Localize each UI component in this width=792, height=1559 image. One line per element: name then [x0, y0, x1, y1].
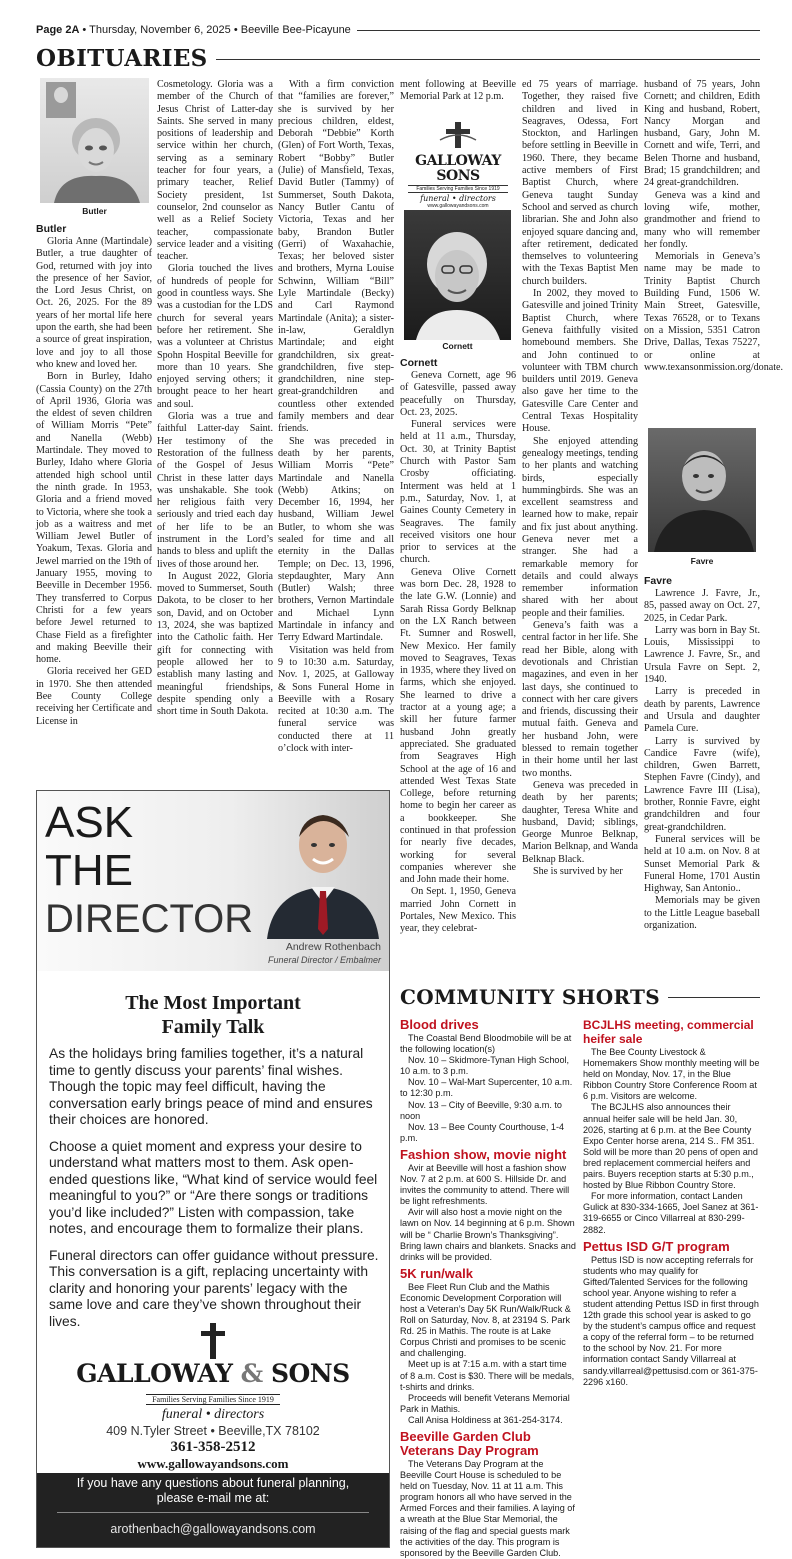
cornett-paragraph: ed 75 years of marriage. Together, they raised five children and lived in Seagraves, Odessa, Fort Stockton, and Harlingen before settling in Beeville in 1960. There, they became active members of First Baptist Church, where Geneva taught Sunday School and served as church librarian. She and John also enjoyed square dancing and, after retirement, dedicated themselves to volunteering with the Texas Baptist Men church builders. — [522, 79, 638, 287]
butler-name: Butler — [36, 223, 67, 235]
cornett-paragraph: In 2002, they moved to Gatesville and joined Trinity Baptist Church, where Geneva faithfully visited homebound members. She and John continued to volunteer with TBM church builders until 2019. Geneva also gave her time to the Gatesville Care Center and Central Texas Hospitality House. — [522, 288, 638, 435]
galloway-tagline: Families Serving Families Since 1919 — [146, 1394, 280, 1405]
community-heading — [400, 984, 760, 1010]
obit-column-6-top — [644, 79, 784, 424]
ad-director: DIRECTOR — [45, 897, 254, 941]
cornett-paragraph: She is survived by her — [533, 866, 623, 877]
ad-title-line-2: Family Talk — [161, 1016, 265, 1038]
favre-paragraph: Lawrence J. Favre, Jr., 85, passed away on Oct. 27, 2025, in Cedar Park. — [644, 588, 760, 624]
cornett-name: Cornett — [400, 357, 438, 369]
cornett-paragraph: husband of 75 years, John Cornett; and children, Edith King and husband, Robert, Nancy Morgan and husband, Gary, John M. Cornett and wife, Terri, and Belen Thorne and husband, Brad; 15 grandchildren; and 24 great-grandchildren. — [644, 79, 760, 189]
garden-club-heading: Beeville Garden Club Veterans Day Program — [400, 1429, 539, 1458]
director-portrait — [263, 799, 383, 939]
cornett-photo — [404, 210, 511, 340]
short-paragraph: Call Anisa Holdiness at 361-254-3174. — [408, 1414, 563, 1425]
ad-paragraph: As the holidays bring families together, it’s a natural time to gently discuss your parents’ final wishes. Though the topic may feel difficult, having the conversation early brings peace of mind and ensures their choices are honored. — [49, 1046, 373, 1127]
galloway-small-url: www.gallowayandsons.com — [427, 203, 489, 209]
galloway-website[interactable]: www.gallowayandsons.com — [137, 1456, 289, 1471]
galloway-small-tagline: Families Serving Families Since 1919 — [408, 185, 508, 193]
obit-column-6 — [644, 574, 760, 976]
favre-paragraph: Larry is survived by Candice Favre (wife), children, Gwen Barrett, Stephen Favre (Cindy), and Lawrence Favre III (Lisa), brother, Ronnie Favre, eight grandchildren and four great-grandchildren. — [644, 735, 760, 833]
ad-footer-text: If you have any questions about funeral planning, please e-mail me at: — [76, 1476, 350, 1505]
cornett-paragraph: On Sept. 1, 1950, Geneva married John Cornett in Portales, New Mexico. This year, they celebrat- — [400, 886, 516, 935]
heifer-heading: BCJLHS meeting, commercial heifer sale — [583, 1018, 754, 1046]
butler-paragraph: Gloria received her GED in 1970. She then attended Bee County College receiving her Certificate and License in — [36, 666, 152, 727]
cross-icon — [400, 120, 516, 150]
cornett-paragraph: Memorials in Geneva’s name may be made to Trinity Baptist Church Building Fund, 1506 W. Main Street, Gatesville, Texas 76528, or to Texans on a Mission, 5351 Catron Drive, Dallas, Texas 75227, or online at www.texansonmission.org/donate. — [644, 251, 784, 373]
favre-name: Favre — [644, 575, 673, 587]
short-paragraph: Avir at Beeville will host a fashion show Nov. 7 at 2 p.m. at 600 S. Hillside Dr. and invites the community to attend. There will be light refreshments. — [400, 1162, 570, 1207]
cornett-paragraph: Geneva Olive Cornett was born Dec. 28, 1928 to the late G.W. (Lonnie) and Sarah Rissa Gordy Belknap on the LX Ranch between Ft. Sumner and Roswell, New Mexico. Her family moved to Seagraves, Texas in 1935, where they lived on farms, which she enjoyed. She learned to drive a tractor at a young age; a skill her future farmer husband John greatly appreciated. She graduated from Seagraves High School at the age of 16 and attended West Texas State College, before returning home to begin her career as a bookkeeper. She continued in that profession for nearly five decades, working for several companies wherever she and John made their home. — [400, 566, 516, 886]
favre-photo — [648, 428, 756, 552]
page-dateline: • Thursday, November 6, 2025 • Beeville Bee-Picayune — [82, 24, 351, 36]
ask-the-director-ad — [36, 790, 390, 1548]
run-heading: 5K run/walk — [400, 1265, 473, 1281]
butler-photo — [40, 78, 149, 203]
favre-paragraph: Memorials may be given to the Little League baseball organization. — [644, 895, 760, 932]
galloway-brand-left: GALLOWAY — [76, 1359, 233, 1388]
fashion-heading: Fashion show, movie night — [400, 1146, 567, 1162]
favre-paragraph: Funeral services will be held at 10 a.m. on Nov. 8 at Sunset Memorial Park & Funeral Home, 1701 Austin Highway, San Antonio.. — [644, 833, 760, 895]
blood-drives-heading: Blood drives — [400, 1017, 479, 1032]
butler-paragraph: She was preceded in death by her parents, William Morris “Pete” Martindale and Nanella (Webb) Atkins; on December 16, 1994, her husband, William Jewel Butler, to whom she was sealed for time and all eternity in the Dallas Temple; on Dec. 13, 1996, stepdaughter, Mary Ann (Butler) Walsh; three brothers, Vernon Martindale and Michael Lynn Martindale in infancy and Terry Edward Martindale. — [278, 435, 394, 644]
cornett-paragraph: She enjoyed attending genealogy meetings, tending to her plants and watching birds, especially hummingbirds. She was an excellent seamstress and learned how to make, repair and fix just about anything. Geneva never met a stranger. She had a remarkable memory for details and could always remember information shared with her about people and their families. — [522, 435, 638, 619]
short-paragraph: The Veterans Day Program at the Beeville Court House is scheduled to be held on Tuesday, Nov. 11 at 11 a.m. This program honors all who have served in the Armed Forces and their families. A laying of a wreath at the Blue Star Memorial, the raising of the flag and special guests mark the activities of the day. This program is sponsored by the Beeville Garden Club. — [400, 1459, 575, 1558]
short-paragraph: Nov. 13 – City of Beeville, 9:30 a.m. to noon — [400, 1099, 562, 1121]
cornett-paragraph: Geneva was a kind and loving wife, mother, grandmother and friend to many who will remember her fondly. — [644, 189, 760, 250]
obit-column-2 — [157, 79, 273, 779]
cornett-caption: Cornett — [442, 341, 473, 351]
ad-the: THE — [45, 846, 133, 895]
cornett-paragraph: Funeral services were held at 11 a.m., Thursday, Oct. 30, at Trinity Baptist Church with Pastor Sam Crosby officiating. Interment was held at 1 p.m., Saturday, Nov. 1, at Gaines County Cemetery in Seagraves. The family received visitors one hour prior to services at the church. — [400, 419, 516, 566]
short-paragraph: The Bee County Livestock & Homemakers Show monthly meeting will be held on Monday, Nov. 17, in the Blue Ribbon Country Store Conference Room at 6 p.m. Visitors are welcome. — [583, 1047, 760, 1102]
obit-column-4-top — [400, 79, 516, 115]
butler-caption: Butler — [82, 206, 107, 216]
galloway-logo-large: GALLOWAY & SONS Families Serving Families Since 1919 funeral • directors 409 N.Tyler Street • Beeville,TX 78102 361-358-2512 www.gallowayandsons.com — [37, 1321, 389, 1472]
page-number: Page 2A — [36, 24, 80, 36]
director-role: Funeral Director / Embalmer — [267, 955, 381, 965]
galloway-phone: 361-358-2512 — [170, 1439, 256, 1455]
obit-column-3 — [278, 79, 394, 779]
galloway-sub: funeral • directors — [161, 1407, 265, 1422]
favre-caption: Favre — [690, 556, 714, 566]
butler-paragraph: Gloria Anne (Martindale) Butler, a true daughter of God, returned with joy into the presence of her Savior, the Lord Jesus Christ, on Oct. 26, 2025. For the 89 years of her mortal life here upon the earth, she had been a source of great inspiration, love and joy to all those who knew and loved her. — [36, 236, 152, 370]
cornett-paragraph: Geneva’s faith was a central factor in her life. She read her Bible, along with devotionals and Christian magazines, and even in her last days, she continued to connect with her care givers and friends, discussing their mutual faith. Geneva and her husband John, were blessed to remain together in their home until her last two months. — [522, 620, 638, 779]
cornett-paragraph: Geneva Cornett, age 96 of Gatesville, passed away peacefully on Thursday, Oct. 23, 2025. — [400, 370, 516, 418]
short-paragraph: The BCJLHS also announces their annual heifer sale will be held Jan. 30, 2026, starting at 6 p.m. at the Bee County Expo Center horse arena, 214 S.. FM 351. Sold will be more than 20 pens of open and bred replacement commercial heifers and pairs. Buyers reception starts at 5:30 p.m., hosted by Blue Ribbon Country Store. — [583, 1102, 758, 1191]
obituaries-title: OBITUARIES — [36, 45, 208, 72]
ad-body — [49, 1046, 379, 1340]
butler-paragraph: ment following at Beeville Memorial Park at 12 p.m. — [400, 79, 516, 103]
short-paragraph: Meet up is at 7:15 a.m. with a start time of 8 a.m. Cost is $30. There will be medals, t-shirts and drinks. — [400, 1359, 575, 1392]
ad-paragraph: Funeral directors can offer guidance without pressure. This conversation is a gift, replacing uncertainty with clarity and honoring your parents’ legacy with the same love and care they’ve shown throughout their lives. — [49, 1247, 379, 1329]
ad-paragraph: Choose a quiet moment and express your desire to understand what matters most to them. Ask open-ended questions like, “What kind of service would feel meaningful to you?” or “Are there songs or traditions you’d like included?” Listen with compassion, take notes, and encourage them to formalize their plans. — [49, 1138, 378, 1236]
galloway-brand-right: SONS — [270, 1359, 350, 1388]
obit-column-5 — [522, 79, 638, 976]
shorts-column-2 — [583, 1016, 760, 1546]
cross-icon — [183, 1321, 243, 1361]
obit-column-1 — [36, 222, 152, 780]
ad-email[interactable]: arothenbach@gallowayandsons.com — [110, 1522, 316, 1536]
header-rule — [357, 30, 760, 31]
butler-paragraph: Gloria was a true and faithful Latter-day Saint. Her testimony of the Restoration of the fullness of the Gospel of Jesus Christ in these latter days was unshakable. She took her religious faith very seriously and tried each day of her life to be an instrument in the Lord’s hands to bless and uplift the lives of those around her. — [157, 411, 273, 570]
butler-paragraph: Gloria touched the lives of hundreds of people for good in countless ways. She was a custodian for the LDS church for several years before her retirement. She was a volunteer at Christus Spohn Hospital Beeville for more than 10 years. She enjoyed serving others; it brought peace to her heart and soul. — [157, 263, 273, 410]
short-paragraph: Bee Fleet Run Club and the Mathis Economic Development Corporation will host a Veteran’s Day 5K Run/Walk/Ruck & Roll on Saturday, Nov. 8, at 23194 S. Park Rd. 25 in Mathis. The route is at Lake Corpus Christi and promises to be scenic and challenging. — [400, 1281, 571, 1359]
short-paragraph: For more information, contact Landen Gulick at 830-334-1665, Joel Sanez at 361-319-6655 or Cinco Villarreal at 830-299-2882. — [583, 1191, 759, 1235]
favre-paragraph: Larry was born in Bay St. Louis, Mississippi to Lawrence J. Favre, Sr., and Ursula Favre on Sept. 2, 1940. — [644, 624, 760, 686]
short-paragraph: Pettus ISD is now accepting referrals for students who may qualify for Gifted/Talented Services for the following school year. Anyone wishing to refer a student attending Pettus ISD in first through 12th grade this school year is asked to go by the student’s campus office and request a copy of the referral form – to be returned to the school by Nov. 21. For more information contact Sandy Villarreal at sandy.villarreal@pettusisd.com or 361-375-2296 x160. — [583, 1254, 759, 1387]
favre-portrait — [648, 428, 756, 552]
short-paragraph: Proceeds will benefit Veterans Memorial Park in Mathis. — [400, 1392, 570, 1414]
favre-paragraph: Larry is preceded in death by parents, Lawrence and Ursula and daughter Pamela Cure. — [644, 686, 760, 735]
page-header — [36, 22, 760, 38]
shorts-column-1 — [400, 1014, 576, 1558]
cornett-paragraph: Geneva was preceded in death by her parents; daughter, Teresa White and husband, David; siblings, George Munroe Belknap, Marion Belknap, and Wanda Belknap Black. — [522, 779, 638, 865]
short-paragraph: The Coastal Bend Bloodmobile will be at the following location(s) — [400, 1033, 572, 1055]
cornett-portrait — [404, 210, 511, 340]
galloway-small-name: GALLOWAY SONS — [415, 153, 501, 184]
short-paragraph: Nov. 10 – Skidmore-Tynan High School, 10 a.m. to 3 p.m. — [400, 1055, 570, 1077]
butler-paragraph: Cosmetology. Gloria was a member of the Church of Jesus Christ of Latter-day Saints. She served in many positions of leadership and service within her church, serving as a seminary teacher for four years, a primary teacher, Relief Society president, 1st counselor, 2nd counselor as well as a Relief Society teacher, compassionate service leader and a visiting teacher. — [157, 79, 273, 263]
short-paragraph: Avir will also host a movie night on the lawn on Nov. 14 beginning at 6 p.m. Shown will be “ Charlie Brown’s Thanksgiving”. Bring lawn chairs and blankets. Snacks and drinks will be provided. — [400, 1207, 576, 1262]
galloway-logo-small — [400, 120, 516, 209]
short-paragraph: Nov. 10 – Wal-Mart Supercenter, 10 a.m. to 12:30 p.m. — [400, 1077, 573, 1099]
butler-paragraph: Visitation was held from 9 to 10:30 a.m. Saturday, Nov. 1, 2025, at Galloway & Sons Funeral Home in Beeville with a Rosary recited at 10:30 a.m. The funeral service was conducted there at 11 o’clock with inter- — [278, 644, 394, 755]
community-title: COMMUNITY SHORTS — [400, 985, 660, 1009]
butler-paragraph: Born in Burley, Idaho (Cassia County) on the 27th of April 1936, Gloria was the eldest of seven children of William Morris “Pete” and Nanella (Webb) Martindale. They moved to Burley, Idaho where Gloria attended high school until the ninth grade. In 1953, Gloria and a friend moved to Victoria, where she took a job as a waitress and met William Jewel Butler of Yoakum, Texas. Gloria and Jewel married on the 19th of January 1955, moving to Beeville in December 1956. They transferred to Corpus Christi for a few years before Jewel returned to Chase Field as a firefighter and making Beeville their home. — [36, 371, 152, 666]
ad-footer — [37, 1473, 389, 1547]
short-paragraph: Nov. 13 – Bee County Courthouse, 1-4 p.m. — [400, 1121, 565, 1143]
obituaries-heading — [36, 46, 760, 72]
butler-paragraph: In August 2022, Gloria moved to Summerset, South Dakota, to be closer to her son, David, and on October 13, 2024, she was baptized into the Catholic faith. Her gift for connecting with people allowed her to establish many lasting and meaningful friendships, despite spending only a short time in South Dakota. — [157, 570, 273, 718]
butler-portrait — [40, 78, 149, 203]
galloway-address: 409 N.Tyler Street • Beeville,TX 78102 — [106, 1424, 320, 1438]
director-name: Andrew Rothenbach — [285, 941, 381, 953]
ad-ask: ASK — [45, 798, 134, 847]
galloway-small-sub: funeral • directors — [420, 194, 496, 203]
butler-paragraph: With a firm conviction that “families are forever,” she is survived by her precious children, eldest, Deborah “Debbie” Korth (Glen) of Fort Worth, Texas, Robert “Bobby” Butler (Julie) of Mansfield, Texas, David Butler (Tammy) of Summerset, South Dakota, Nancy Butler Cantu of Victoria, Texas and her baby, Brandon Butler (Gerri) of Waxahachie, Texas; her beloved sister and brothers, Myrna Louise Schwinn, William “Bill” Lyle Martindale (Becky) and Carl Raymond Martindale (Anita); a sister-in-law, Geraldlyn Martindale; and eight grandchildren, six great-grandchildren, five step-grandchildren, nine step-great-grandchildren and countless other extended family members and dear friends. — [278, 79, 394, 435]
gt-program-heading: Pettus ISD G/T program — [583, 1238, 730, 1254]
ad-title — [37, 991, 389, 1039]
ad-title-line-1: The Most Important — [125, 992, 301, 1014]
obit-column-4 — [400, 356, 516, 976]
